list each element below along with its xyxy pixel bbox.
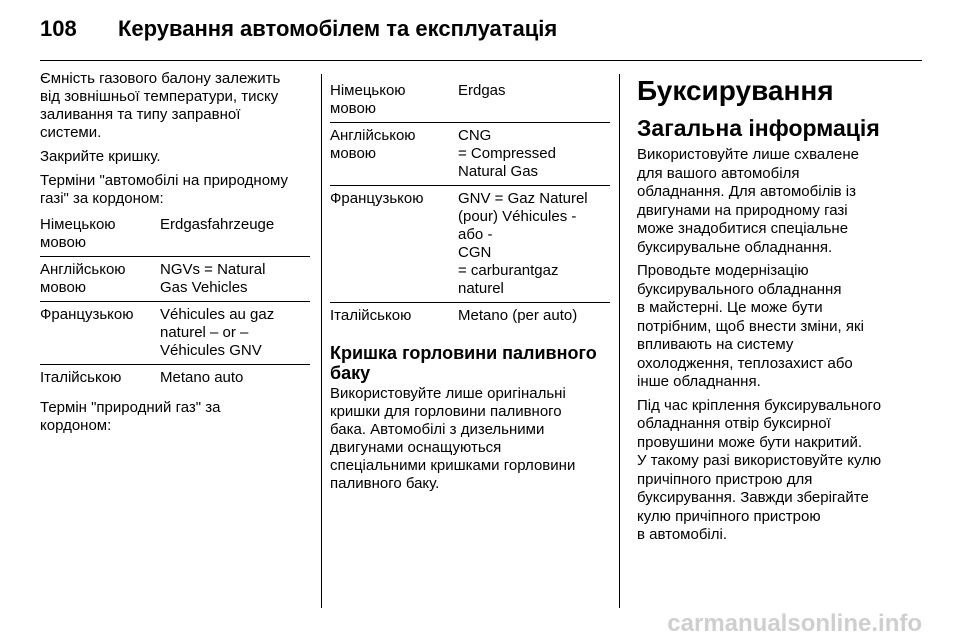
table-row — [330, 72, 610, 123]
term-cell: Véhicules au gaz naturel – or – Véhicules GNV — [160, 302, 310, 365]
term-cell: CNG = Compressed Natural Gas — [458, 123, 610, 186]
table-row — [330, 186, 610, 303]
page-title: Керування автомобілем та експлуатація — [118, 16, 558, 41]
term-cell: GNV = Gaz Naturel (pour) Véhicules - або - CGN = carburantgaz naturel — [458, 186, 610, 303]
table-row — [40, 257, 310, 302]
filler-cap-text: Використовуйте лише оригінальні кришки для горловини паливного бака. Автомобілі з дизельними двигунами оснащуються спеціальними кришками горловини паливного баку. — [330, 385, 576, 492]
terms-intro-text: Терміни "автомобілі на природному газі" за кордоном: — [40, 172, 289, 207]
language-cell: Англійською мовою — [40, 257, 160, 302]
term-cell: Erdgasfahrzeuge — [160, 216, 275, 233]
language-cell: Італійською — [330, 303, 458, 330]
column-middle — [330, 70, 610, 499]
gas-capacity-text: Ємність газового балону залежить від зовнішньої температури, тиску заливання та типу заправної системи. — [40, 70, 281, 141]
language-cell: Німецькою мовою — [40, 216, 116, 251]
gas-terms-table — [330, 72, 610, 329]
term-cell: NGVs = Natural Gas Vehicles — [160, 257, 310, 302]
term-cell: Metano auto — [160, 365, 310, 392]
column-left — [40, 70, 310, 441]
term-cell: Erdgas — [458, 82, 506, 99]
language-cell: Англійською мовою — [330, 123, 458, 186]
page-header — [40, 14, 557, 44]
column-divider-right — [619, 74, 620, 608]
towing-paragraph-1: Використовуйте лише схвалене для вашого автомобіля обладнання. Для автомобілів із двигунами на природному газі може знадобитися спеціальне буксирувальне обладнання. — [637, 146, 859, 256]
language-cell: Італійською — [40, 365, 160, 392]
general-info-heading: Загальна інформація — [637, 115, 880, 141]
language-cell: Німецькою мовою — [330, 82, 406, 117]
table-row — [40, 365, 310, 392]
header-rule — [40, 60, 922, 61]
vehicle-terms-table — [40, 214, 310, 391]
natural-gas-intro-text: Термін "природний газ" за кордоном: — [40, 399, 221, 434]
towing-section-title: Буксирування — [637, 75, 834, 106]
page-number: 108 — [40, 16, 77, 41]
table-row — [40, 302, 310, 365]
column-divider-left — [321, 74, 322, 608]
towing-paragraph-2: Проводьте модернізацію буксирувального обладнання в майстерні. Це може бути потрібним, щоб внести зміни, які впливають на систему охолодження, теплозахист або інше обладнання. — [637, 262, 864, 390]
table-row — [40, 214, 310, 257]
filler-cap-heading: Кришка горловини паливного баку — [330, 343, 597, 383]
term-cell: Metano (per auto) — [458, 303, 610, 330]
watermark: carmanualsonline.info — [667, 610, 922, 637]
language-cell: Французькою — [330, 186, 458, 303]
table-row — [330, 123, 610, 186]
language-cell: Французькою — [40, 302, 160, 365]
towing-paragraph-3: Під час кріплення буксирувального обладнання отвір буксирної провушини може бути накритий. У такому разі використовуйте кулю причіпного пристрою для буксирування. Завжди зберігайте кулю причіпного пристрою в автомобілі. — [637, 396, 882, 543]
close-cap-text: Закрийте кришку. — [40, 148, 161, 165]
column-right — [637, 70, 917, 550]
table-row — [330, 303, 610, 330]
